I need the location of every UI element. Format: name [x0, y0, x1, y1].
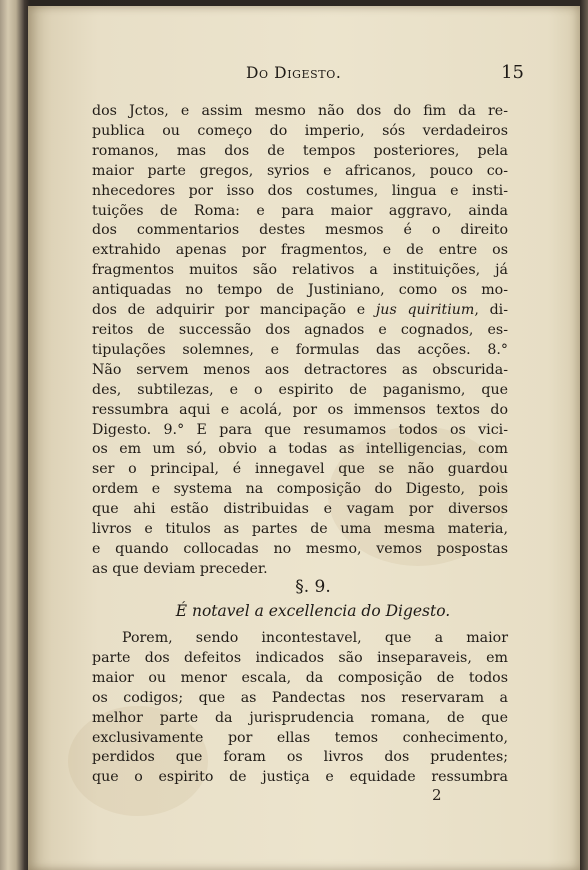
text-line: Porem, sendo incontestavel, que a maior	[122, 630, 508, 646]
text-line: maior parte gregos, syrios e africanos, pouco co-	[92, 162, 508, 179]
text-line: nhecedores por isso dos costumes, lingua e insti-	[92, 182, 508, 199]
text-line: perdidos que foram os livros dos prudentes;	[92, 749, 508, 766]
text-line: que o espirito de justiça e equidade ressumbra	[92, 769, 508, 786]
section-number: §. 9.	[295, 577, 331, 597]
text-line: Não servem menos aos detractores as obscurida-	[92, 361, 508, 378]
text-line: ressumbra aqui e acolá, por os immensos textos do	[92, 401, 508, 418]
paragraph-1	[92, 102, 508, 580]
text-line: romanos, mas dos de tempos posteriores, pela	[92, 142, 508, 159]
text-line: publica ou começo do imperio, sós verdadeiros	[92, 122, 508, 139]
text-line: ordem e systema na composição do Digesto, pois	[92, 481, 508, 498]
running-header	[28, 60, 580, 90]
text-line: extrahido apenas por fragmentos, e de entre os	[92, 242, 508, 259]
text-line: as que deviam preceder.	[92, 560, 268, 577]
text-line: dos de adquirir por mancipação e jus quiritium, di-	[92, 302, 508, 319]
text-line: livros e titulos as partes de uma mesma materia,	[92, 521, 508, 538]
text-line: os codigos; que as Pandectas nos reservaram a	[92, 689, 508, 706]
text-line: exclusivamente por ellas temos conhecimento,	[92, 729, 508, 746]
text-line: parte dos defeitos indicados são inseparaveis, em	[92, 649, 508, 666]
text-line: que ahi estão distribuidas e vagam por diversos	[92, 501, 508, 518]
signature-mark: 2	[432, 786, 442, 804]
text-line: os em um só, obvio a todas as intelligencias, com	[92, 441, 508, 458]
text-line: reitos de successão dos agnados e cognados, es-	[92, 321, 508, 338]
text-line: dos Jctos, e assim mesmo não dos do fim da re-	[92, 103, 508, 119]
section-title: É notavel a excellencia do Digesto.	[175, 602, 451, 620]
running-title: Do Digesto.	[246, 64, 342, 82]
book-page	[28, 6, 580, 870]
text-line: des, subtilezas, e o espirito de paganismo, que	[92, 381, 508, 398]
page-number: 15	[501, 62, 524, 83]
text-line: e quando collocadas no mesmo, vemos pospostas	[92, 540, 508, 557]
paragraph-2	[92, 629, 508, 788]
text-line: antiquadas no tempo de Justiniano, como os mo-	[92, 282, 508, 299]
text-line: dos commentarios destes mesmos é o direito	[92, 222, 508, 239]
book-left-edge	[0, 0, 24, 870]
text-line: Digesto. 9.° E para que resumamos todos os vici-	[92, 421, 508, 438]
text-line: tipulações solemnes, e formulas das acções. 8.°	[92, 341, 508, 358]
text-line: fragmentos muitos são relativos a instituições, já	[92, 262, 508, 279]
text-line: ser o principal, é innegavel que se não guardou	[92, 461, 508, 478]
text-line: melhor parte da jurisprudencia romana, de que	[92, 709, 508, 726]
text-line: tuições de Roma: e para maior aggravo, ainda	[92, 202, 508, 219]
latin-term: jus quiritium	[375, 302, 475, 319]
text-line: maior ou menor escala, da composição de todos	[92, 669, 508, 686]
